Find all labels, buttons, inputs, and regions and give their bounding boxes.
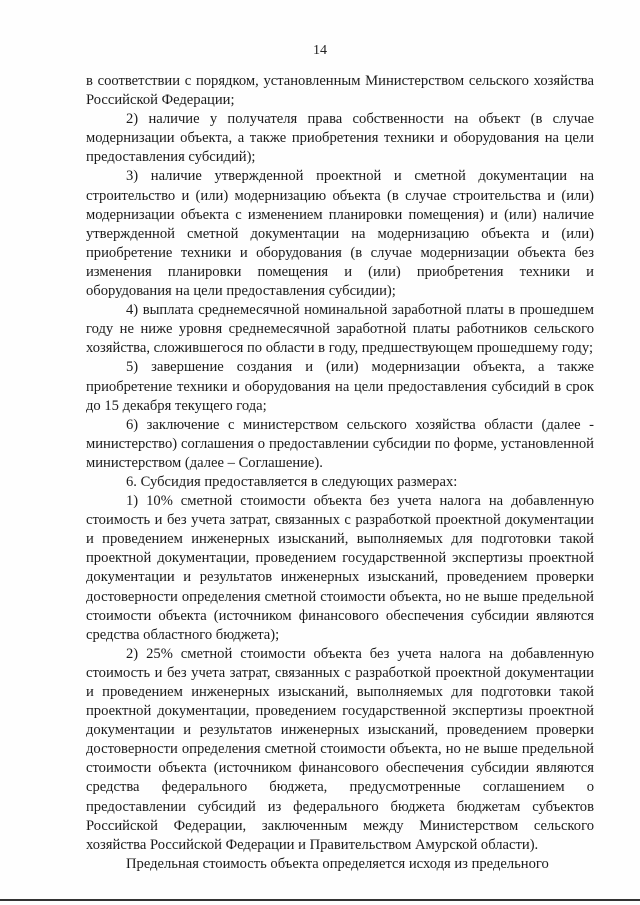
paragraph: 5) завершение создания и (или) модернизации объекта, а также приобретение техники и оборудования на цели предоставления субсидий в срок до 15 декабря текущего года;: [86, 359, 594, 414]
paragraph: 2) 25% сметной стоимости объекта без учета налога на добавленную стоимость и без учета затрат, связанных с разработкой проектной документации и проведением инженерных изысканий, выполняемых для подготовки такой проектной документации, проведением государственной экспертизы проектной документации и результатов инженерных изысканий, проведением проверки достоверности определения сметной стоимости объекта, но не выше предельной стоимости объекта (источником финансового обеспечения субсидии являются средства федерального бюджета, предусмотренные соглашением о предоставлении субсидий из федерального бюджета бюджетам субъектов Российской Федерации, заключенным между Министерством сельского хозяйства Российской Федерации и Правительством Амурской области).: [86, 645, 594, 853]
paragraph: 2) наличие у получателя права собственности на объект (в случае модернизации объекта, а также приобретения техники и оборудования на цели предоставления субсидий);: [86, 111, 594, 166]
paragraph: 6) заключение с министерством сельского хозяйства области (далее - министерство) соглашения о предоставлении субсидии по форме, установленной министерством (далее – Соглашение).: [86, 416, 594, 471]
page-number: 14: [313, 43, 327, 58]
paragraph: в соответствии с порядком, установленным Министерством сельского хозяйства Российской Федерации;: [86, 73, 594, 109]
paragraph: 4) выплата среднемесячной номинальной заработной платы в прошедшем году не ниже уровня среднемесячной заработной платы работников сельского хозяйства, сложившегося по области в году, предшествующем прошедшему году;: [86, 302, 594, 357]
paragraph: 3) наличие утвержденной проектной и сметной документации на строительство и (или) модернизацию объекта (в случае строительства и (или) модернизации объекта с изменением планировки помещения) и (или) наличие утвержденной сметной документации на модернизацию объекта и (или) приобретение техники и оборудования (в случае модернизации объекта без изменения планировки помещения и (или) приобретения техники и оборудования на цели предоставления субсидии);: [86, 168, 594, 300]
scan-edge-line: [0, 899, 640, 901]
paragraph: 6. Субсидия предоставляется в следующих размерах:: [126, 473, 458, 490]
document-body: [86, 72, 594, 874]
paragraph: 1) 10% сметной стоимости объекта без учета налога на добавленную стоимость и без учета затрат, связанных с разработкой проектной документации и проведением инженерных изысканий, выполняемых для подготовки такой проектной документации, проведением государственной экспертизы проектной документации и результатов инженерных изысканий, проведением проверки достоверности определения сметной стоимости объекта, но не выше предельной стоимости объекта (источником финансового обеспечения субсидии являются средства областного бюджета);: [86, 493, 594, 643]
paragraph: Предельная стоимость объекта определяется исходя из предельного: [126, 855, 549, 872]
